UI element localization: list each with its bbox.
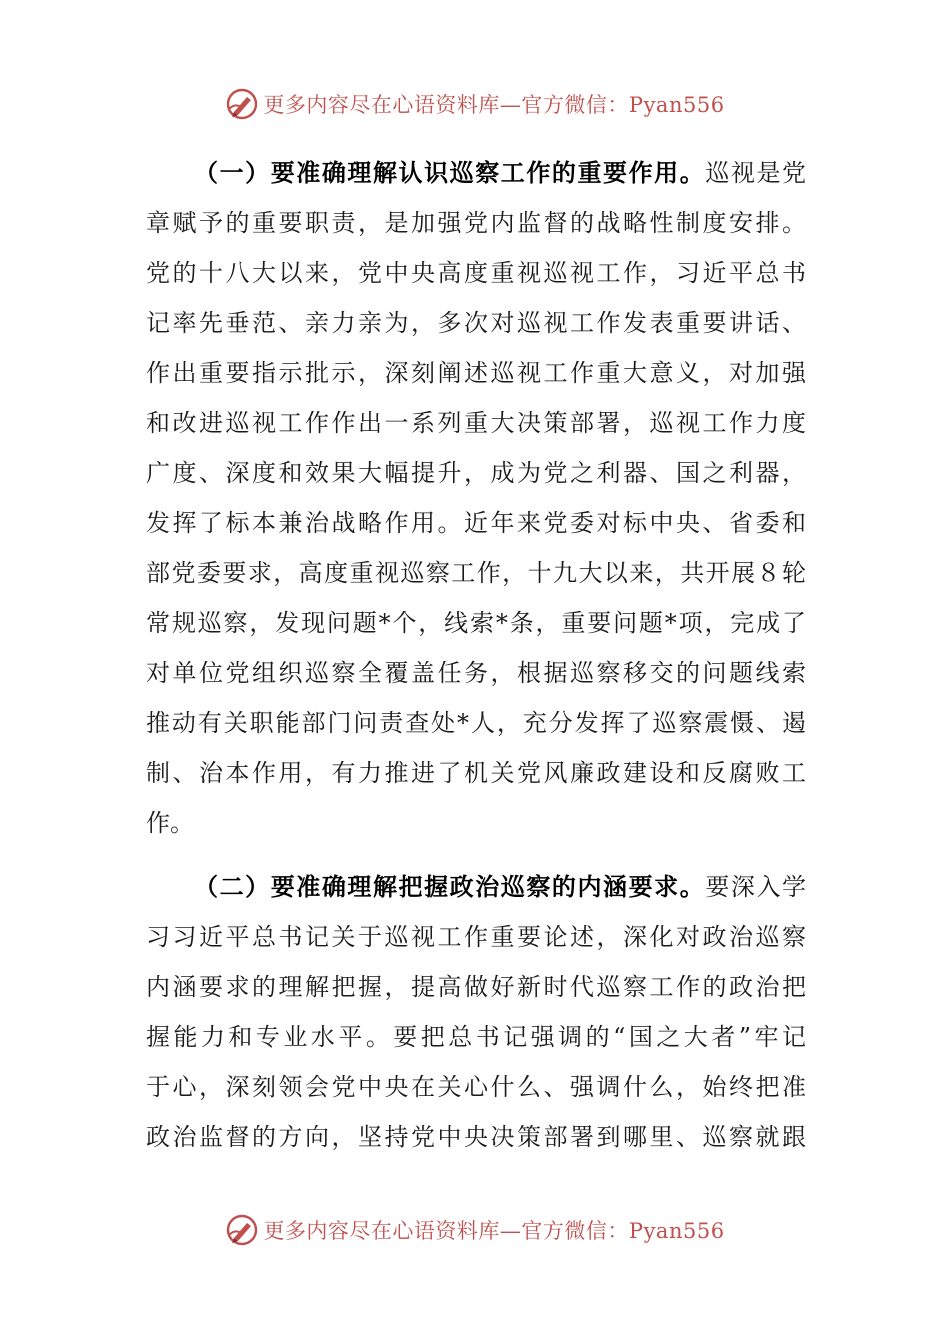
paragraph-line: 推动有关职能部门问责查处*人，充分发挥了巡察震慑、遏 [146, 709, 806, 737]
footer-banner-text: 更多内容尽在心语资料库—官方微信：Pyan556 [263, 1219, 725, 1243]
paragraph-1 [146, 148, 806, 848]
paragraph-line: 章赋予的重要职责，是加强党内监督的战略性制度安排。 [146, 209, 806, 237]
paragraph-line: 记率先垂范、亲力亲为，多次对巡视工作发表重要讲话、 [146, 309, 806, 337]
paragraph-heading: （二）要准确理解把握政治巡察的内涵要求。 [194, 872, 706, 901]
paragraph-line: 广度、深度和效果大幅提升，成为党之利器、国之利器， [146, 459, 806, 487]
paragraph-text: 巡视是党 [705, 159, 806, 187]
paragraph-line: 制、治本作用，有力推进了机关党风廉政建设和反腐败工 [146, 759, 806, 787]
paragraph-2 [146, 862, 806, 1162]
paragraph-line [146, 148, 806, 198]
paragraph-line: 部党委要求，高度重视巡察工作，十九大以来，共开展８轮 [146, 559, 806, 587]
paragraph-line: 常规巡察，发现问题*个，线索*条，重要问题*项，完成了 [146, 609, 806, 637]
header-banner-text: 更多内容尽在心语资料库—官方微信：Pyan556 [263, 93, 725, 117]
header-banner [0, 84, 950, 124]
paragraph-line: 作出重要指示批示，深刻阐述巡视工作重大意义，对加强 [146, 359, 806, 387]
footer-banner [0, 1210, 950, 1250]
paragraph-line: 作。 [146, 809, 194, 837]
paragraph-line: 党的十八大以来，党中央高度重视巡视工作，习近平总书 [146, 259, 806, 287]
document-body [146, 148, 806, 1162]
paragraph-text: 要深入学 [705, 873, 806, 901]
paragraph-line: 政治监督的方向，坚持党中央决策部署到哪里、巡察就跟 [146, 1123, 806, 1151]
paragraph-line: 发挥了标本兼治战略作用。近年来党委对标中央、省委和 [146, 509, 806, 537]
pen-logo-icon [225, 87, 259, 121]
paragraph-line: 对单位党组织巡察全覆盖任务，根据巡察移交的问题线索 [146, 659, 806, 687]
paragraph-line [146, 862, 806, 912]
pen-logo-icon [225, 1213, 259, 1247]
paragraph-line: 于心，深刻领会党中央在关心什么、强调什么，始终把准 [146, 1073, 806, 1101]
paragraph-line: 习习近平总书记关于巡视工作重要论述，深化对政治巡察 [146, 923, 806, 951]
paragraph-spacer [146, 848, 806, 862]
paragraph-line: 内涵要求的理解把握，提高做好新时代巡察工作的政治把 [146, 973, 806, 1001]
paragraph-line: 和改进巡视工作作出一系列重大决策部署，巡视工作力度 [146, 409, 806, 437]
paragraph-heading: （一）要准确理解认识巡察工作的重要作用。 [194, 158, 706, 187]
paragraph-line: 握能力和专业水平。要把总书记强调的“国之大者”牢记 [146, 1023, 806, 1051]
